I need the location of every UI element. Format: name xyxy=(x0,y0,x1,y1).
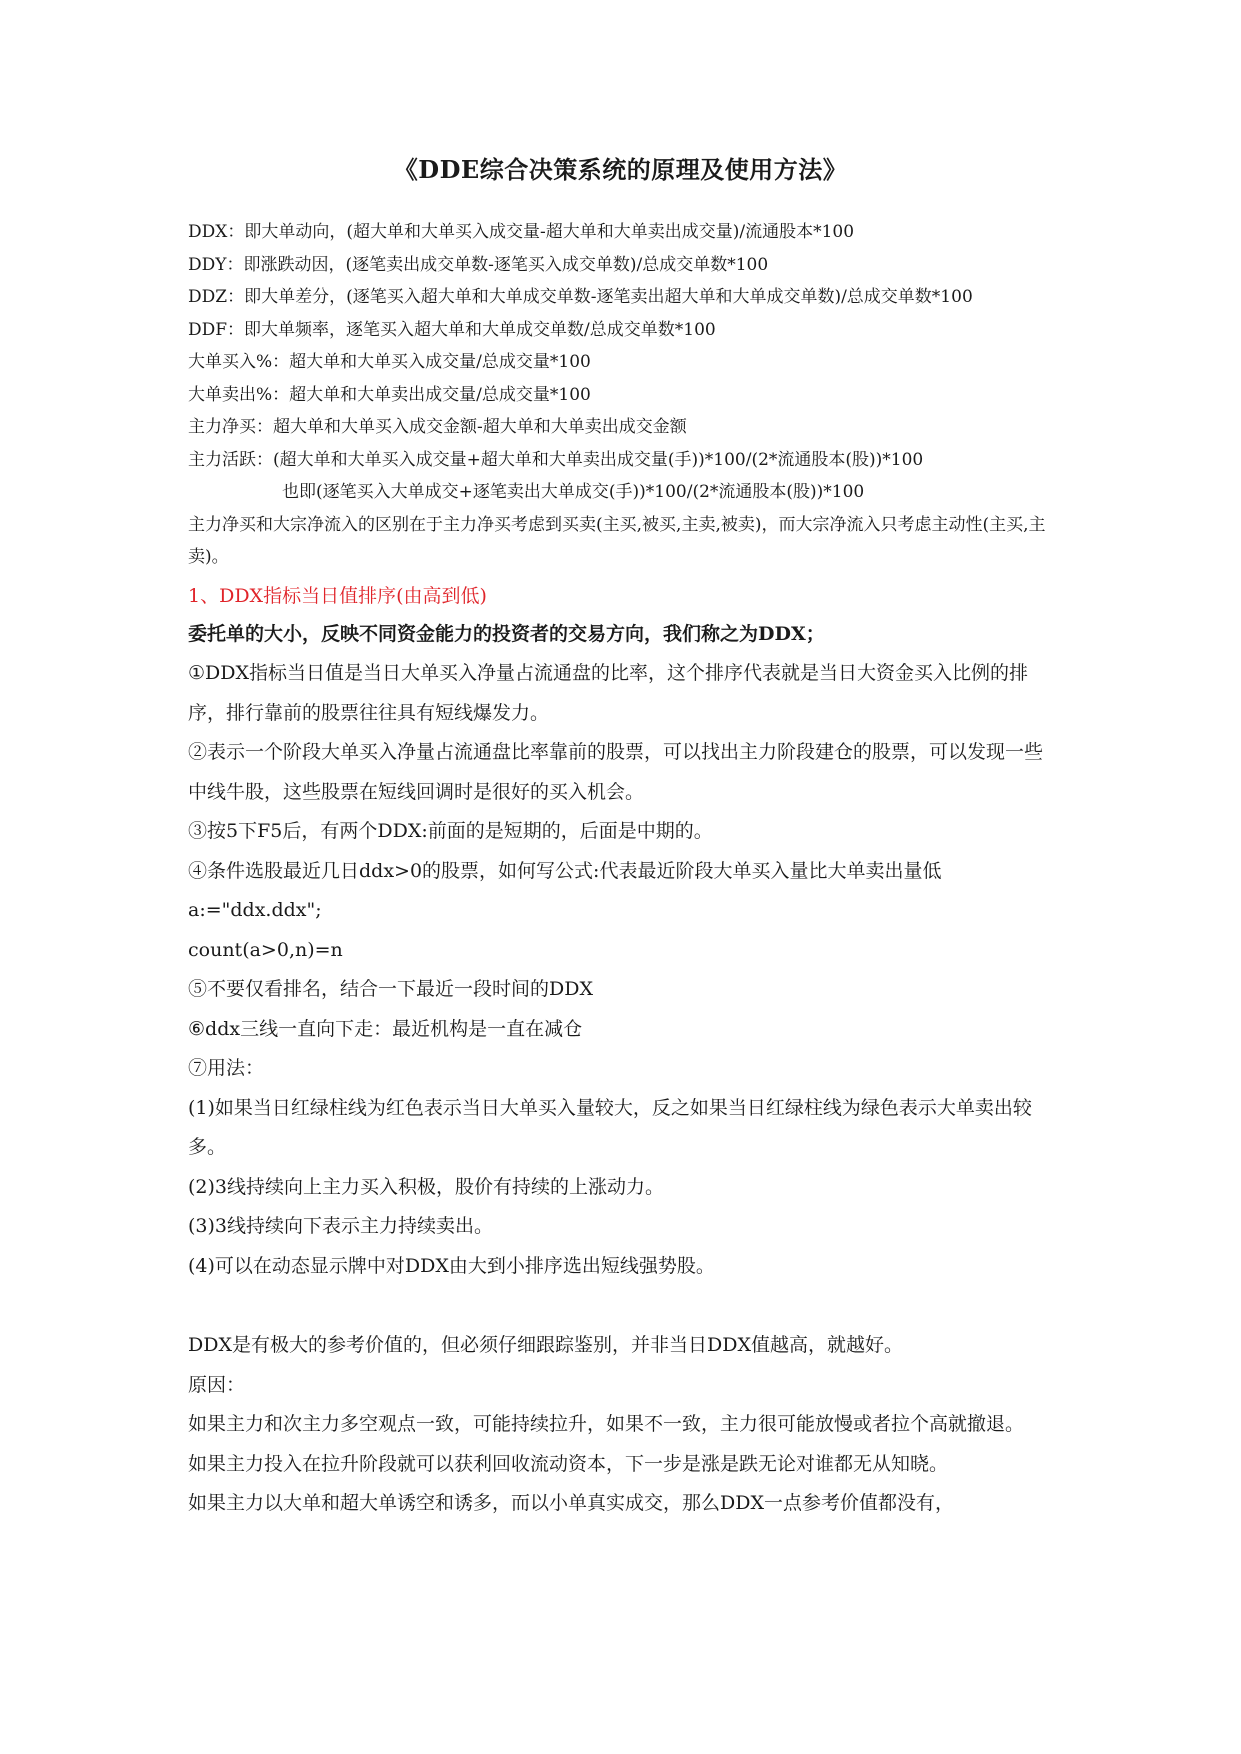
usage-item: (3)3线持续向下表示主力持续卖出。 xyxy=(188,1215,494,1237)
usage-item: (2)3线持续向上主力买入积极，股价有持续的上涨动力。 xyxy=(188,1175,665,1198)
paragraph: 如果主力和次主力多空观点一致，可能持续拉升，如果不一致，主力很可能放慢或者拉个高就撤退。 xyxy=(188,1413,1025,1435)
paragraph: ②表示一个阶段大单买入净量占流通盘比率靠前的股票，可以找出主力阶段建仓的股票，可以发现一些中线牛股，这些股票在短线回调时是很好的买入机会。 xyxy=(188,741,1044,803)
document-title: 《DDE综合决策系统的原理及使用方法》 xyxy=(393,155,848,184)
paragraph-spacer xyxy=(188,1286,1058,1326)
definition-main-active-alt: 也即(逐笔买入大单成交+逐笔卖出大单成交(手))*100/(2*流通股本(股))*100 xyxy=(282,482,865,502)
definition-ddf: DDF：即大单频率，逐笔买入超大单和大单成交单数/总成交单数*100 xyxy=(188,319,716,340)
paragraph: ④条件选股最近几日ddx>0的股票，如何写公式:代表最近阶段大单买入量比大单卖出量低 xyxy=(188,859,942,882)
formula-line: count(a>0,n)=n xyxy=(188,938,343,961)
section-heading-ddx-sort: 1、DDX指标当日值排序(由高到低) xyxy=(188,585,487,607)
formula-line: a:="ddx.ddx"; xyxy=(188,899,322,921)
paragraph: 如果主力投入在拉升阶段就可以获利回收流动资本，下一步是涨是跌无论对谁都无从知晓。 xyxy=(188,1452,949,1475)
main-body xyxy=(188,578,1058,1524)
definitions-block xyxy=(188,216,1068,573)
paragraph: ⑦用法： xyxy=(188,1057,265,1079)
definition-main-active: 主力活跃：(超大单和大单买入成交量+超大单和大单卖出成交量(手))*100/(2*流通股本(股))*100 xyxy=(188,449,924,470)
usage-item: (4)可以在动态显示牌中对DDX由大到小排序选出短线强势股。 xyxy=(188,1254,715,1277)
paragraph: 如果主力以大单和超大单诱空和诱多，而以小单真实成交，那么DDX一点参考价值都没有， xyxy=(188,1492,954,1514)
paragraph: ③按5下F5后，有两个DDX:前面的是短期的，后面是中期的。 xyxy=(188,820,713,842)
definition-big-buy-pct: 大单买入%：超大单和大单买入成交量/总成交量*100 xyxy=(188,352,591,372)
definition-note: 主力净买和大宗净流入的区别在于主力净买考虑到买卖(主买,被买,主卖,被卖)，而大宗净流入只考虑主动性(主买,主卖)。 xyxy=(188,514,1046,567)
paragraph: ⑤不要仅看排名，结合一下最近一段时间的DDX xyxy=(188,978,593,1000)
definition-ddy: DDY：即涨跌动因，(逐笔卖出成交单数-逐笔买入成交单数)/总成交单数*100 xyxy=(188,254,769,275)
definition-main-net-buy: 主力净买：超大单和大单买入成交金额-超大单和大单卖出成交金额 xyxy=(188,417,687,437)
paragraph: DDX是有极大的参考价值的，但必须仔细跟踪鉴别，并非当日DDX值越高，就越好。 xyxy=(188,1334,903,1356)
paragraph: ⑥ddx三线一直向下走：最近机构是一直在减仓 xyxy=(188,1017,583,1040)
paragraph: 原因： xyxy=(188,1373,246,1396)
definition-big-sell-pct: 大单卖出%：超大单和大单卖出成交量/总成交量*100 xyxy=(188,384,591,405)
paragraph: ①DDX指标当日值是当日大单买入净量占流通盘的比率，这个排序代表就是当日大资金买入比例的排序，排行靠前的股票往往具有短线爆发力。 xyxy=(188,662,1029,724)
bold-heading-ddx: 委托单的大小，反映不同资金能力的投资者的交易方向，我们称之为DDX； xyxy=(188,623,825,645)
usage-item: (1)如果当日红绿柱线为红色表示当日大单买入量较大，反之如果当日红绿柱线为绿色表示大单卖出较多。 xyxy=(188,1096,1032,1158)
definition-ddx: DDX：即大单动向，(超大单和大单买入成交量-超大单和大单卖出成交量)/流通股本*100 xyxy=(188,222,855,242)
definition-ddz: DDZ：即大单差分，(逐笔买入超大单和大单成交单数-逐笔卖出超大单和大单成交单数)/总成交单数*100 xyxy=(188,287,973,307)
